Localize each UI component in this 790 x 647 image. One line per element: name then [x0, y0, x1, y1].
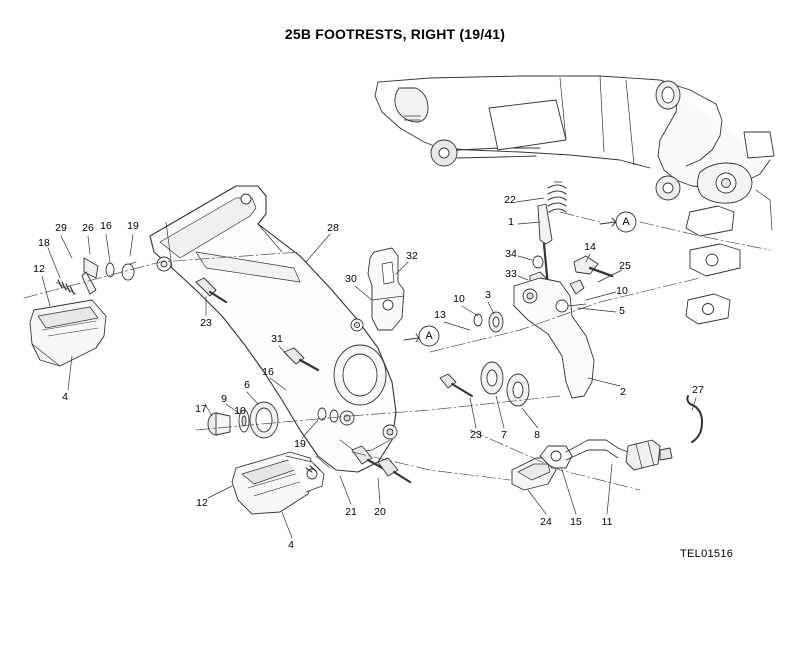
- callout-14: 14: [584, 241, 596, 253]
- section-marker-a-right: A: [622, 216, 630, 228]
- callout-17: 17: [195, 403, 207, 415]
- callout-26: 26: [82, 222, 94, 234]
- callout-16: 16: [100, 220, 112, 232]
- drawing-code: TEL01516: [680, 548, 734, 560]
- callout-12a: 12: [33, 263, 45, 275]
- callout-6: 6: [244, 379, 250, 391]
- callout-29: 29: [55, 222, 67, 234]
- section-marker-a-center: A: [425, 330, 433, 342]
- callout-2: 2: [620, 386, 626, 398]
- callout-10c: 10: [453, 293, 465, 305]
- callout-15: 15: [570, 516, 582, 528]
- callout-1: 1: [508, 216, 514, 228]
- callout-24: 24: [540, 516, 552, 528]
- callout-23b: 23: [470, 429, 482, 441]
- callout-33: 33: [505, 268, 517, 280]
- callout-34: 34: [505, 248, 517, 260]
- callout-22: 22: [504, 194, 516, 206]
- callout-4b: 4: [288, 539, 294, 551]
- callout-19b: 19: [294, 438, 306, 450]
- callout-13: 13: [434, 309, 446, 321]
- callout-7: 7: [501, 429, 507, 441]
- page-title: 25B FOOTRESTS, RIGHT (19/41): [284, 26, 506, 42]
- callout-31: 31: [271, 333, 283, 345]
- section-marker-circles: [404, 212, 636, 346]
- brake-switch-assembly: [512, 396, 702, 490]
- callout-20: 20: [374, 506, 386, 518]
- callout-8: 8: [534, 429, 540, 441]
- brake-lever-assembly: [474, 182, 612, 406]
- callout-23a: 23: [200, 317, 212, 329]
- callout-5: 5: [619, 305, 625, 317]
- callout-10b: 10: [616, 285, 628, 297]
- callout-12b: 12: [196, 497, 208, 509]
- callout-11: 11: [601, 516, 613, 528]
- callout-16b: 16: [262, 366, 274, 378]
- footpeg-assembly-left-upper: [30, 258, 136, 366]
- callout-9: 9: [221, 393, 227, 405]
- callout-32: 32: [406, 250, 418, 262]
- callout-4a: 4: [62, 391, 68, 403]
- callout-10a: 10: [234, 405, 246, 417]
- callout-19: 19: [127, 220, 139, 232]
- callout-28: 28: [327, 222, 339, 234]
- part-bracket-32: [368, 248, 404, 330]
- callout-18: 18: [38, 237, 50, 249]
- callout-27: 27: [692, 384, 704, 396]
- callout-25: 25: [619, 260, 631, 272]
- callout-30: 30: [345, 273, 357, 285]
- callout-3: 3: [485, 289, 491, 301]
- callout-21: 21: [345, 506, 357, 518]
